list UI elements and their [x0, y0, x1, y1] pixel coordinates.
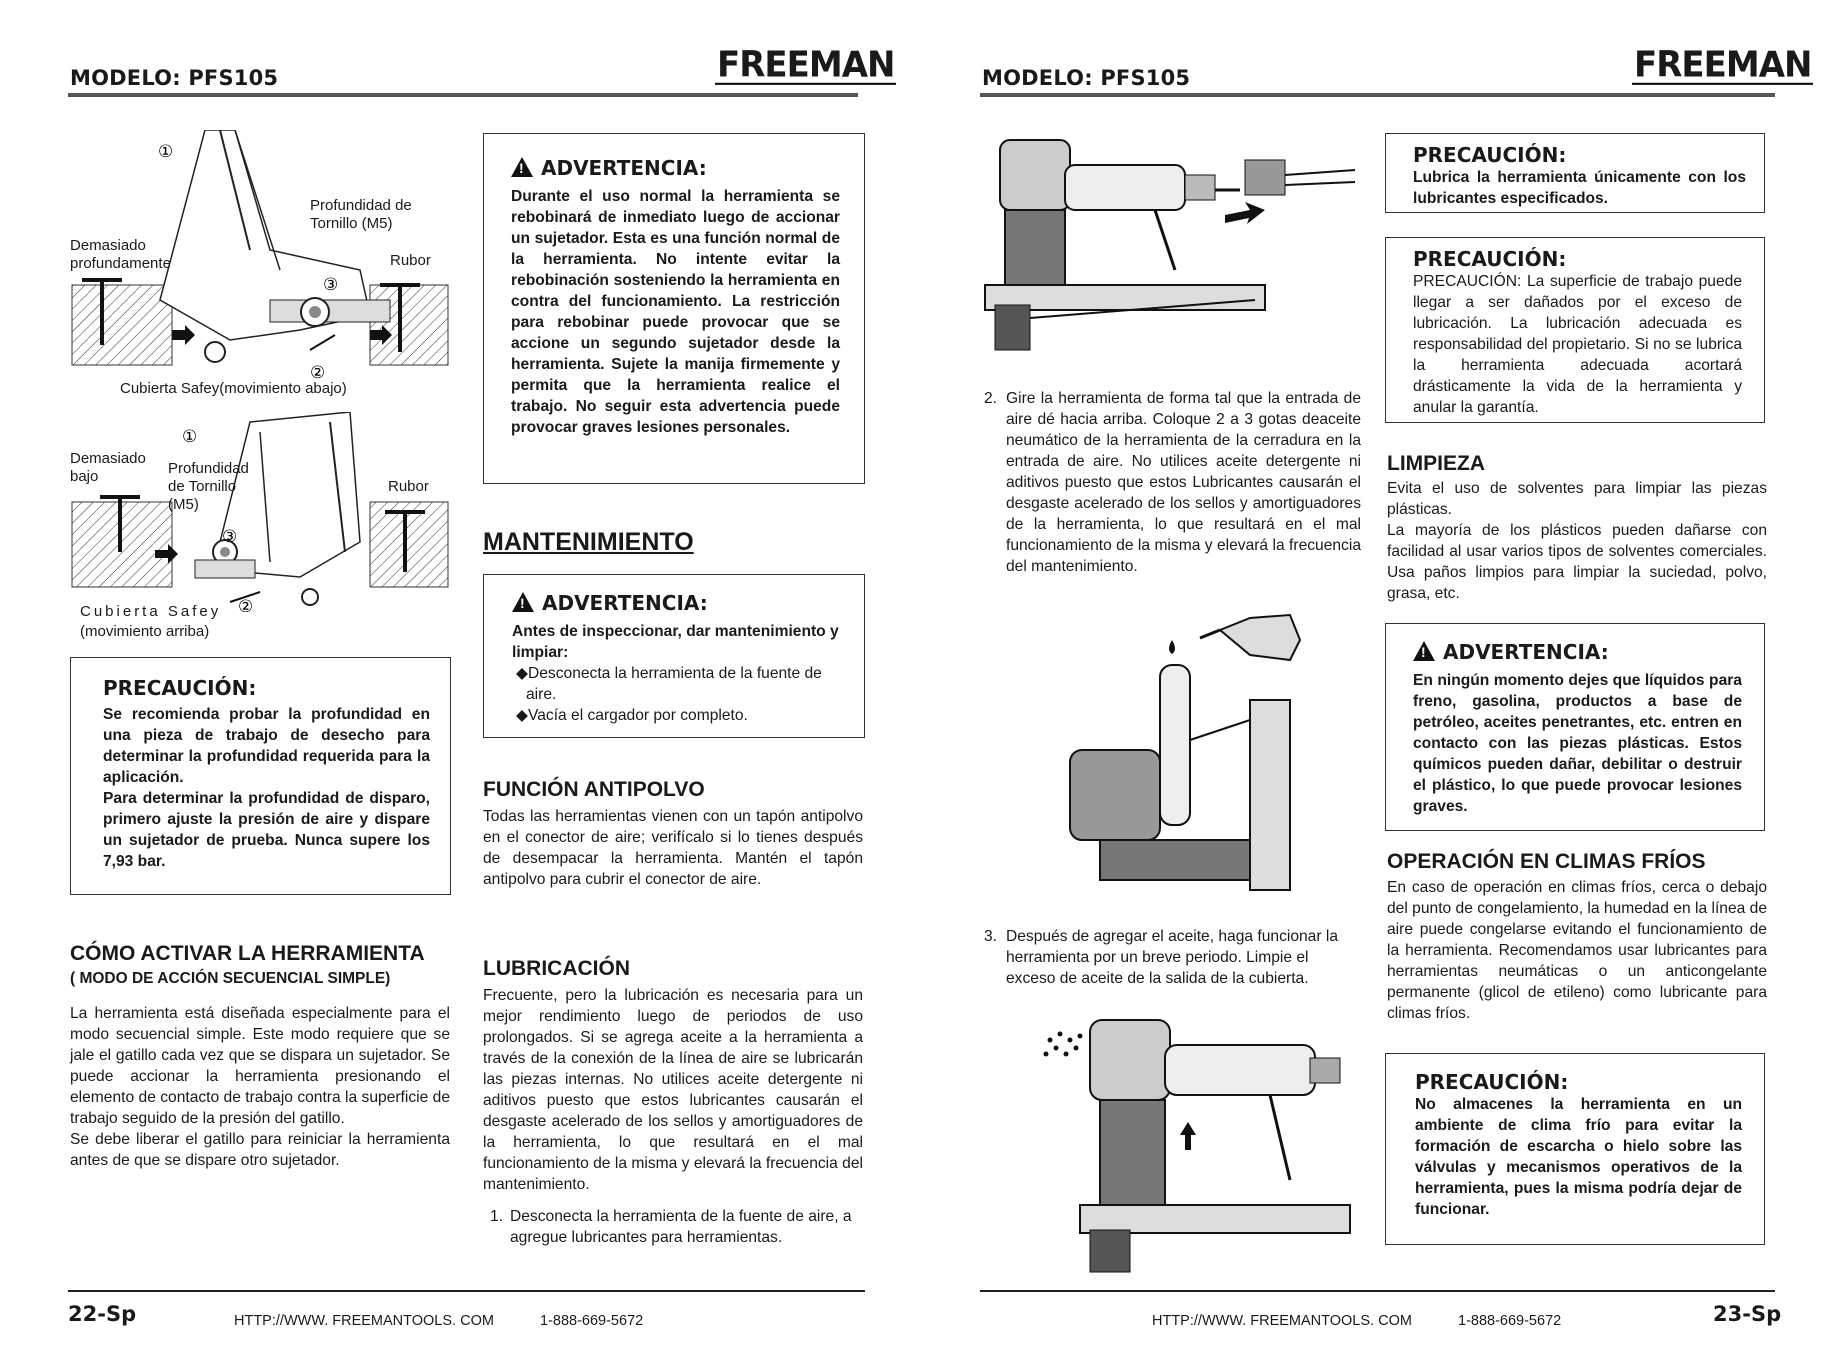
- section-title-cold: OPERACIÓN EN CLIMAS FRÍOS: [1387, 850, 1706, 873]
- cleaning-p2: La mayoría de los plásticos pueden dañarse con facilidad al usar varios tipos de solventes comerciales. Usa paños limpios para limpiar la suciedad, polvo, grasa, etc.: [1387, 522, 1767, 602]
- footer-phone-right: 1-888-669-5672: [1458, 1313, 1562, 1329]
- warning-triangle-icon: [512, 592, 534, 612]
- caution-box-cold-storage: [1385, 1053, 1765, 1245]
- caution-box-lubricants: [1385, 133, 1765, 213]
- caution-title: PRECAUCIÓN:: [103, 676, 257, 700]
- section-title-cleaning: LIMPIEZA: [1387, 452, 1485, 475]
- footer-phone-left: 1-888-669-5672: [540, 1313, 644, 1329]
- footer-url-right: HTTP://WWW. FREEMANTOOLS. COM: [1152, 1313, 1412, 1329]
- step3-text: Después de agregar el aceite, haga funcionar la herramienta por un breve periodo. Limpie el exceso de aceite de la salida de la cubierta.: [1006, 928, 1339, 987]
- section-title-activate: CÓMO ACTIVAR LA HERRAMIENTA: [70, 942, 425, 965]
- label-too-low: Demasiado bajo: [70, 450, 146, 485]
- footer-url-left: HTTP://WWW. FREEMANTOOLS. COM: [234, 1313, 494, 1329]
- step1-text: Desconecta la herramienta de la fuente de aire, a agregue lubricantes para herramientas.: [510, 1208, 852, 1246]
- cleaning-p1: Evita el uso de solventes para limpiar las piezas plásticas.: [1387, 480, 1767, 518]
- num1-marker: ①: [158, 142, 174, 162]
- depth-diagram-too-low: [70, 412, 450, 612]
- cleaning-body: [1387, 478, 1767, 604]
- activate-p1: La herramienta está diseñada especialmente para el modo secuencial simple. Este modo requiere que se jale el gatillo cada vez que se dispara un sujetador. Se puede accionar la herramienta presionando el elemento de contacto de trabajo contra la superficie de trabajo seguido de la presión del gatillo.: [70, 1005, 450, 1127]
- step3-number: 3.: [984, 928, 998, 945]
- right-model-heading: MODELO: PFS105: [982, 66, 1191, 90]
- maintenance-intro: Antes de inspeccionar, dar mantenimiento y limpiar:: [512, 623, 839, 661]
- footer-rule-right: [980, 1290, 1775, 1292]
- svg-text:②: ②: [238, 597, 254, 612]
- caution3-title: PRECAUCIÓN:: [1415, 1070, 1569, 1094]
- section-title-lubrication: LUBRICACIÓN: [483, 957, 630, 980]
- section-subtitle-activate: ( MODO DE ACCIÓN SECUENCIAL SIMPLE): [70, 970, 391, 987]
- caution-depth-p1: Se recomienda probar la profundidad en una pieza de trabajo de desecho para determinar la profundidad requerida para la aplicación.: [103, 706, 430, 786]
- caution3-text: No almacenes la herramienta en un ambiente de clima frío para evitar la formación de escarcha o hielo sobre las válvulas y mecanismos operativos de la herramienta, pues la misma podría dejar de funcionar.: [1415, 1096, 1742, 1218]
- caution-box-overlubrication: [1385, 237, 1765, 423]
- caution1-text: Lubrica la herramienta únicamente con los lubricantes especificados.: [1413, 169, 1746, 207]
- tool-running-illustration: [1040, 1010, 1360, 1275]
- warning-recoil-text: Durante el uso normal la herramienta se rebobinará de inmediato luego de accionar un sujetador. Esta es una función normal de la herramienta. No intente evitar la rebobinación sosteniendo la herramienta en contra del funcionamiento. La restricción para rebobinar puede provocar que se accione un segundo sujetador desde la herramienta. Sujete la manija firmemente y permita que la herramienta realice el trabajo. No seguir esta advertencia puede provocar graves lesiones personales.: [511, 188, 840, 436]
- caution2-text: PRECAUCIÓN: La superficie de trabajo puede llegar a ser dañados por el exceso de lubricación. La lubricación adecuada es responsabilidad del propietario. Si no se lubrica la herramienta adecuada acortará drásticamente la vida de la herramienta y anular la garantía.: [1413, 273, 1742, 416]
- label-flush-1: Rubor: [390, 252, 431, 269]
- warning-triangle-icon: [1413, 641, 1435, 661]
- caution-box-depth: [70, 657, 451, 895]
- svg-text:③: ③: [323, 275, 339, 295]
- activate-p2: Se debe liberar el gatillo para reiniciar la herramienta antes de que se dispare otro sujetador.: [70, 1131, 450, 1169]
- label-flush-2: Rubor: [388, 478, 429, 495]
- warning-triangle-icon: [511, 157, 533, 177]
- lubrication-text: Frecuente, pero la lubricación es necesaria para un mejor rendimiento luego de periodos de uso prolongados. Si se agrega aceite a la herramienta a través de la conexión de la línea de aire se lubricarán las piezas internas. No utilices aceite detergente ni aditivos puesto que estos lubricantes causarán el desgaste acelerado de los sellos y amortiguadores de la herramienta, lo que resultará en el mal funcionamiento de la misma y elevará la frecuencia del mantenimiento.: [483, 987, 863, 1193]
- label-cover-up-1: Cubierta Safey: [80, 603, 222, 620]
- warning-box-maintenance: [483, 574, 865, 738]
- warning-box-recoil: [483, 133, 865, 484]
- label-screw-depth-1: Profundidad de Tornillo (M5): [310, 197, 412, 232]
- header-rule-right: [980, 93, 1775, 97]
- freeman-logo-left: FREEMAN: [717, 43, 895, 86]
- label-cover-down: Cubierta Safey(movimiento abajo): [120, 380, 347, 397]
- footer-rule-left: [68, 1290, 865, 1292]
- svg-text:③: ③: [222, 527, 238, 547]
- step1-number: 1.: [490, 1208, 504, 1225]
- left-model-heading: MODELO: PFS105: [70, 66, 279, 90]
- warning-title: !ADVERTENCIA:: [511, 156, 840, 180]
- warning-box-chemicals: [1385, 623, 1765, 831]
- section-title-dust: FUNCIÓN ANTIPOLVO: [483, 778, 705, 801]
- oil-application-illustration: [1040, 610, 1350, 900]
- dust-text: Todas las herramientas vienen con un tapón antipolvo en el conector de aire; verifícalo si lo tienes después de desempacar la herramienta. Mantén el tapón antipolvo para cubrir el conector de aire.: [483, 808, 863, 888]
- label-cover-up-2: (movimiento arriba): [80, 623, 210, 640]
- svg-text:②: ②: [310, 363, 326, 383]
- tool-air-connection-illustration: [975, 120, 1375, 370]
- freeman-logo-right: FREEMAN: [1634, 43, 1812, 86]
- maintenance-list: [512, 663, 846, 726]
- caution2-title: PRECAUCIÓN:: [1413, 247, 1567, 271]
- list-item: ◆Desconecta la herramienta de la fuente de aire.: [516, 665, 822, 703]
- step2-text: Gire la herramienta de forma tal que la entrada de aire dé hacia arriba. Coloque 2 a 3 gotas deaceite neumático de la herramienta de la cerradura en la entrada de aire. No utilices aceite detergente ni aditivos puesto que estos Lubricantes causarán el desgaste acelerado de los sellos y amortiguadores de la herramienta, lo que resultará en el mal funcionamiento de la misma y elevará la frecuencia del mantenimiento.: [1006, 390, 1361, 575]
- step2-number: 2.: [984, 390, 998, 407]
- caution1-title: PRECAUCIÓN:: [1413, 143, 1567, 167]
- page-number-left: 22-Sp: [68, 1302, 137, 1326]
- list-item: ◆Vacía el cargador por completo.: [516, 707, 748, 724]
- activate-body: [70, 1003, 450, 1171]
- chemicals-warning-title: !ADVERTENCIA:: [1413, 640, 1742, 664]
- svg-text:①: ①: [182, 427, 198, 447]
- chemicals-warning-text: En ningún momento dejes que líquidos para freno, gasolina, productos a base de petróleo, aceites penetrantes, etc. entren en contacto con las piezas plásticas. Estos químicos pueden dañar, debilitar o destruir el plástico, lo que puede provocar lesiones graves.: [1413, 672, 1742, 815]
- label-too-deep: Demasiado profundamente: [70, 237, 171, 272]
- section-title-maintenance: MANTENIMIENTO: [483, 528, 694, 556]
- nailer-depth-illustration-2: [70, 412, 450, 612]
- page-number-right: 23-Sp: [1713, 1302, 1782, 1326]
- header-rule-left: [68, 93, 858, 97]
- maintenance-warning-title: !ADVERTENCIA:: [512, 591, 846, 615]
- caution-depth-p2: Para determinar la profundidad de disparo, primero ajuste la presión de aire y dispare un sujetador de prueba. Nunca supere los 7,93 bar.: [103, 790, 430, 870]
- label-screw-depth-2: Profundidad de Tornillo (M5): [168, 460, 249, 513]
- cold-text: En caso de operación en climas fríos, cerca o debajo del punto de congelamiento, la humedad en la línea de aire puede congelarse evitando el funcionamiento de la herramienta. Recomendamos usar lubricantes para herramientas neumáticas o un anticongelante permanente (glicol de etileno) como lubricante para climas fríos.: [1387, 879, 1767, 1022]
